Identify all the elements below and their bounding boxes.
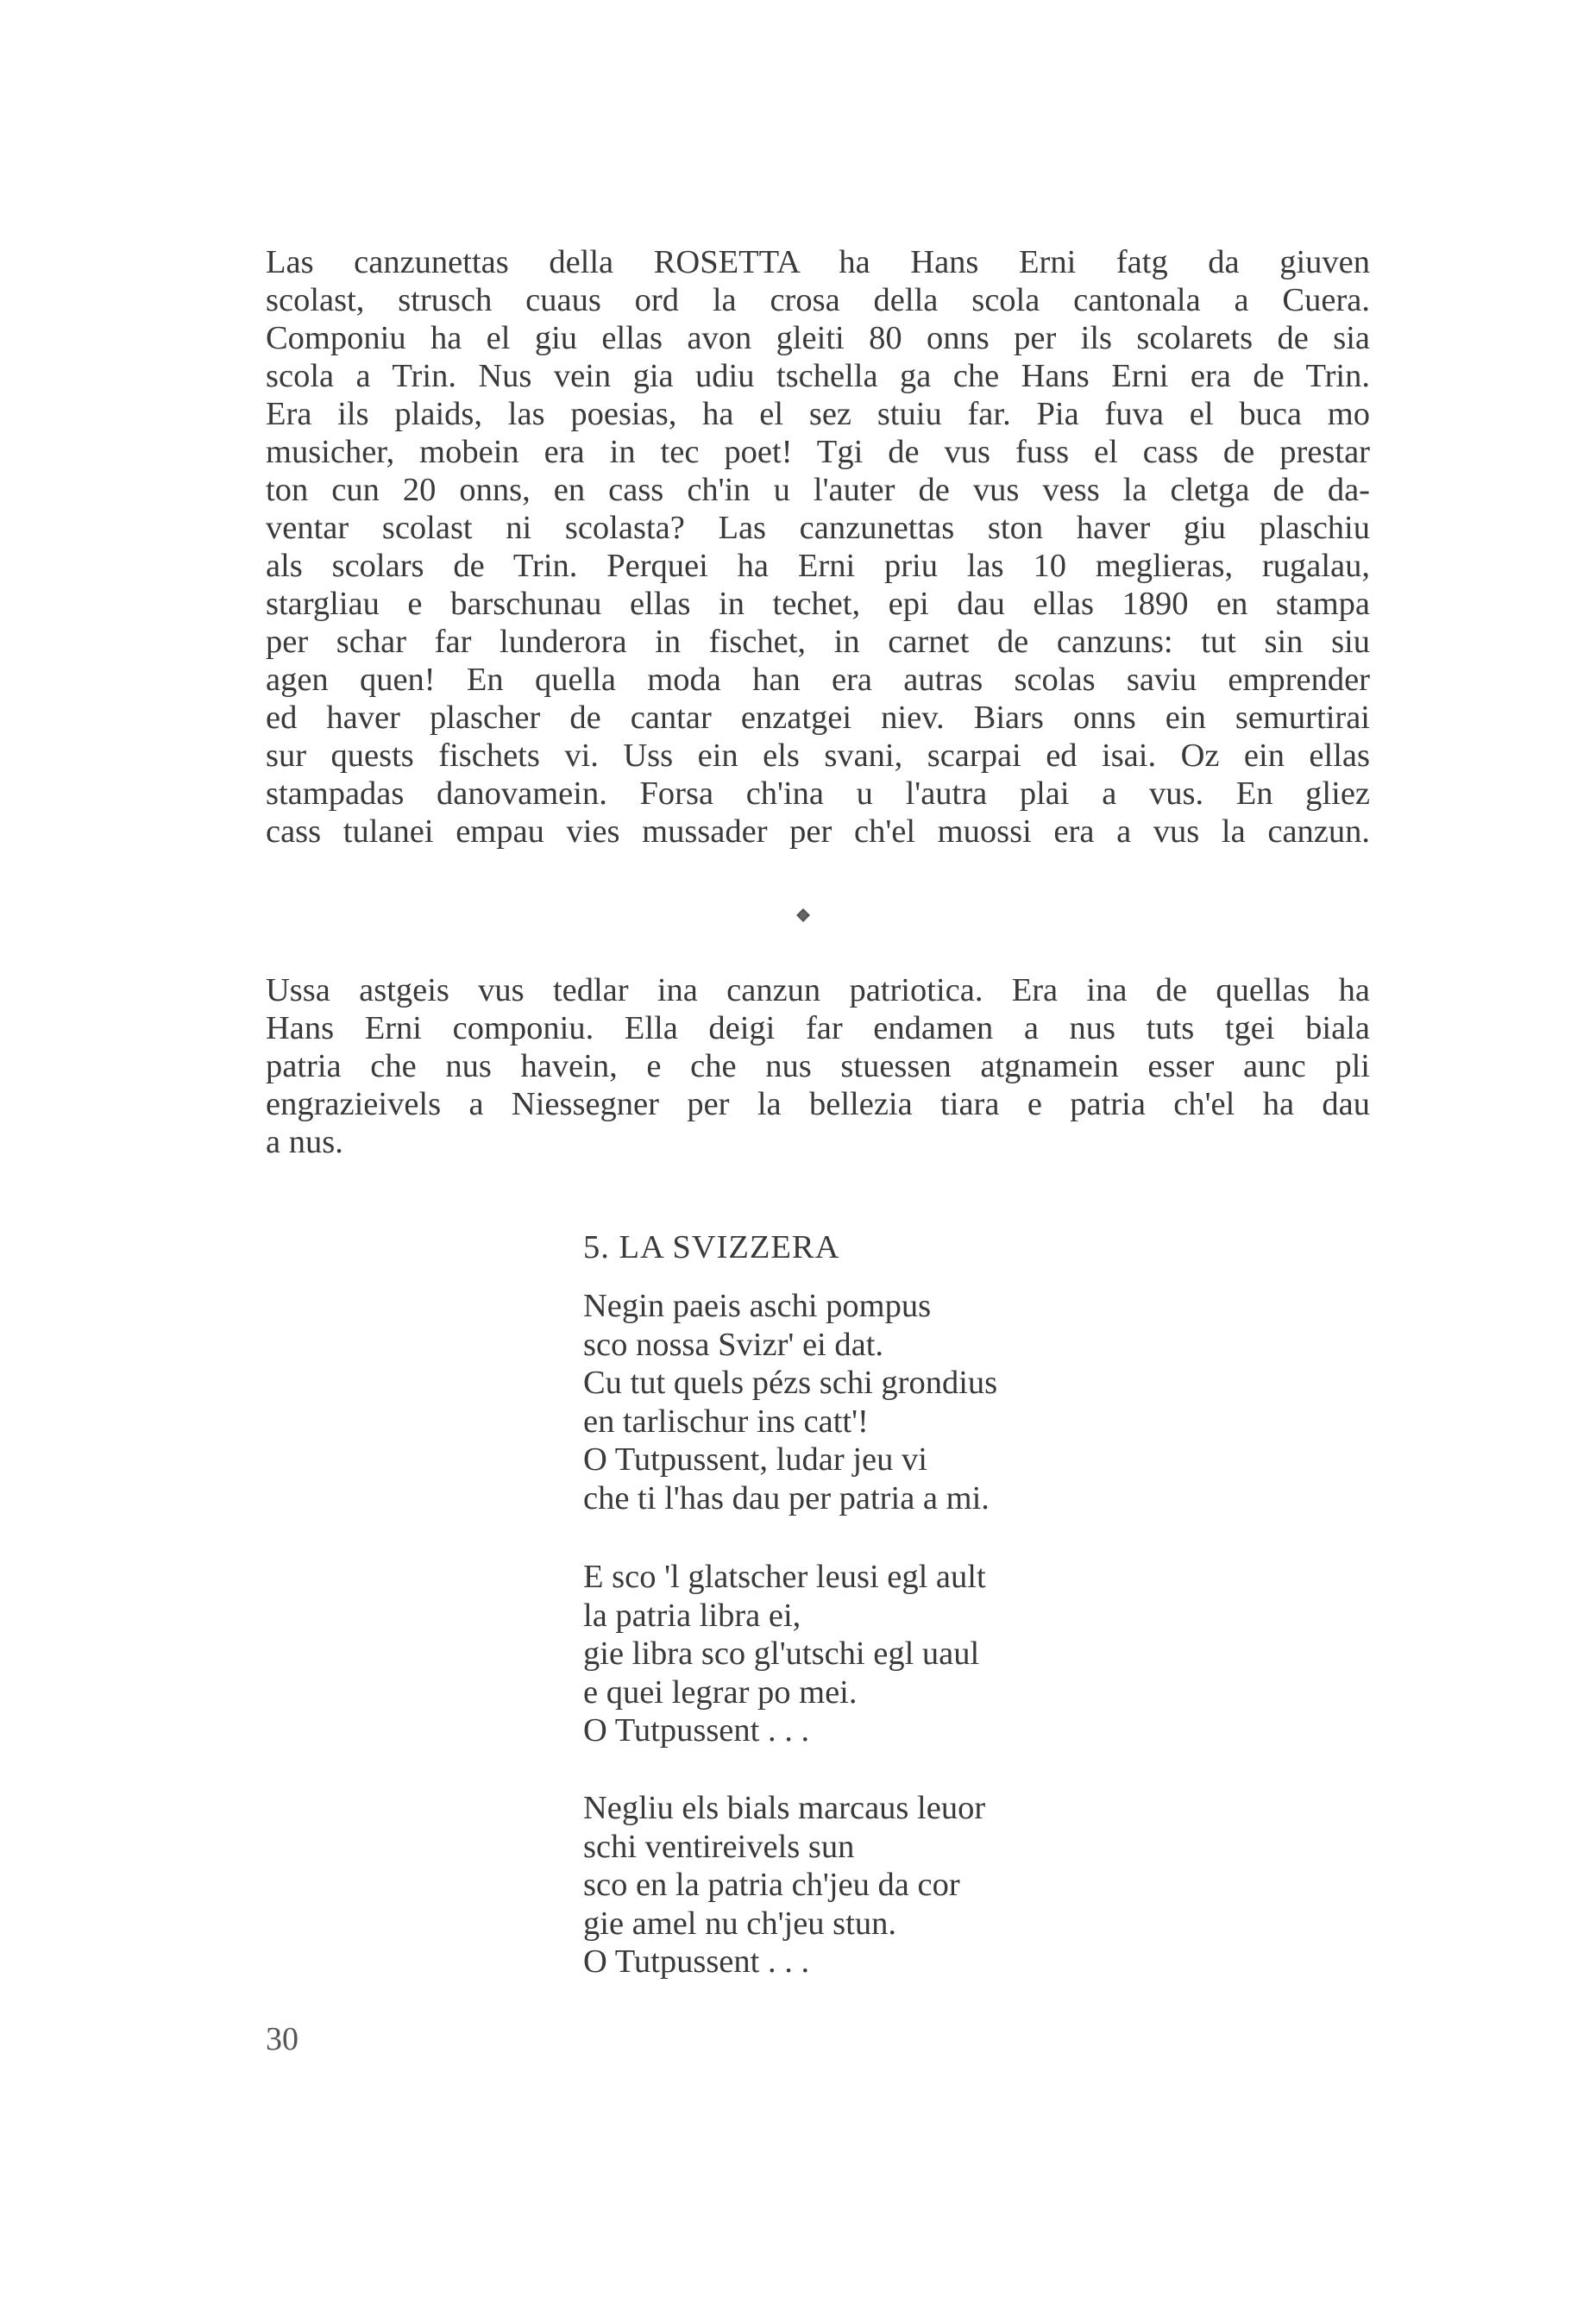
verse-line: che ti l'has dau per patria a mi. — [583, 1479, 990, 1516]
verse-line: en tarlischur ins catt'! — [583, 1403, 869, 1440]
verse-line: gie amel nu ch'jeu stun. — [583, 1905, 896, 1942]
page-number: 30 — [266, 2021, 298, 2057]
text-line: stampadas danovamein. Forsa ch'ina u l'autra plai a vus. En gliez — [266, 775, 1370, 812]
verse-line: e quei legrar po mei. — [583, 1673, 858, 1711]
text-line: ton cun 20 onns, en cass ch'in u l'auter de vus vess la cletga de da- — [266, 472, 1370, 508]
verse-line: Negin paeis aschi pompus — [583, 1288, 932, 1324]
text-line: cass tulanei empau vies mussader per ch'el muossi era a vus la canzun. — [266, 813, 1370, 850]
text-line: patria che nus havein, e che nus stuessen atgnamein esser aunc pli — [266, 1048, 1370, 1084]
verse-line: Negliu els bials marcaus leuor — [583, 1790, 986, 1826]
verse-line: sco nossa Svizr' ei dat. — [583, 1326, 884, 1363]
verse-line: O Tutpussent, ludar jeu vi — [583, 1441, 927, 1479]
ornament-icon — [795, 907, 811, 923]
text-line: Hans Erni componiu. Ella deigi far endamen a nus tuts tgei biala — [266, 1010, 1370, 1046]
second-paragraph — [266, 971, 1370, 1161]
text-line: ventar scolast ni scolasta? Las canzunettas ston haver giu plaschiu — [266, 510, 1370, 546]
verse-line: Cu tut quels pézs schi grondius — [583, 1365, 998, 1402]
song-stanza — [583, 1287, 997, 1518]
text-line: als scolars de Trin. Perquei ha Erni priu las 10 meglieras, rugalau, — [266, 548, 1370, 584]
verse-line: gie libra sco gl'utschi egl uaul — [583, 1636, 980, 1673]
text-line: Era ils plaids, las poesias, ha el sez stuiu far. Pia fuva el buca mo — [266, 396, 1370, 432]
text-line: a nus. — [266, 1124, 343, 1160]
text-line: agen quen! En quella moda han era autras scolas saviu emprender — [266, 662, 1370, 698]
verse-line: O Tutpussent . . . — [583, 1712, 810, 1749]
text-line: Ussa astgeis vus tedlar ina canzun patriotica. Era ina de quellas ha — [266, 972, 1370, 1008]
text-line: engrazieivels a Niessegner per la bellezia tiara e patria ch'el ha dau — [266, 1086, 1370, 1122]
verse-line: O Tutpussent . . . — [583, 1943, 810, 1981]
verse-line: E sco 'l glatscher leusi egl ault — [583, 1559, 986, 1595]
text-line: ed haver plascher de cantar enzatgei niev. Biars onns ein semurtirai — [266, 700, 1370, 736]
verse-line: la patria libra ei, — [583, 1597, 801, 1634]
text-line: Las canzunettas della ROSETTA ha Hans Erni fatg da giuven — [266, 244, 1370, 280]
verse-line: schi ventireivels sun — [583, 1828, 855, 1865]
text-line: sur quests fischets vi. Uss ein els svani, scarpai ed isai. Oz ein ellas — [266, 738, 1370, 774]
text-line: per schar far lunderora in fischet, in carnet de canzuns: tut sin siu — [266, 624, 1370, 660]
song-title: 5. LA SVIZZERA — [583, 1229, 840, 1265]
text-line: stargliau e barschunau ellas in techet, epi dau ellas 1890 en stampa — [266, 586, 1370, 622]
song-stanza — [583, 1558, 986, 1750]
song-stanza — [583, 1789, 985, 1981]
text-line: scola a Trin. Nus vein gia udiu tschella ga che Hans Erni era de Trin. — [266, 358, 1370, 394]
text-line: Componiu ha el giu ellas avon gleiti 80 onns per ils scolarets de sia — [266, 320, 1370, 356]
text-line: scolast, strusch cuaus ord la crosa della scola cantonala a Cuera. — [266, 282, 1370, 318]
verse-line: sco en la patria ch'jeu da cor — [583, 1867, 960, 1904]
intro-paragraph — [266, 243, 1370, 851]
text-line: musicher, mobein era in tec poet! Tgi de vus fuss el cass de prestar — [266, 434, 1370, 470]
